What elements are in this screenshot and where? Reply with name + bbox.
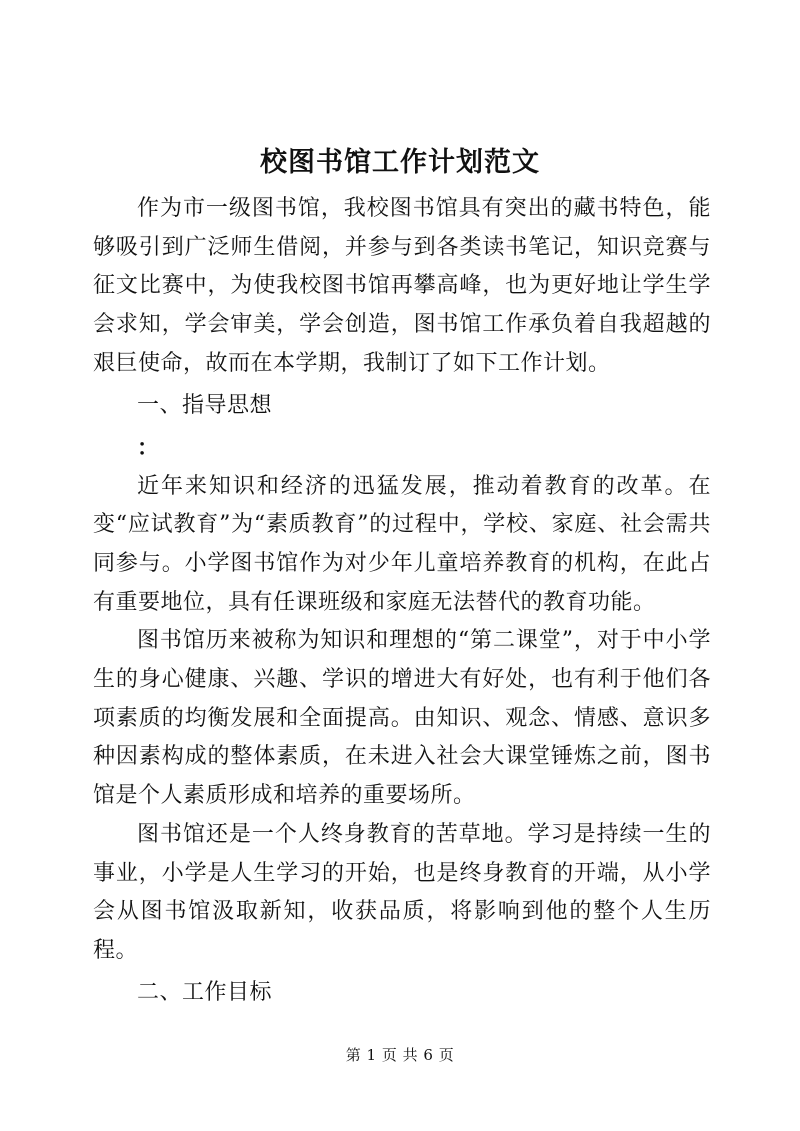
document-body [93, 190, 711, 1015]
body-paragraph-2: 图书馆历来被称为知识和理想的“第二课堂”，对于中小学生的身心健康、兴趣、学识的增进大有好处，也有利于他们各项素质的均衡发展和全面提高。由知识、观念、情感、意识多种因素构成的整体素质，在未进入社会大课堂锤炼之前，图书馆是个人素质形成和培养的重要场所。 [93, 628, 711, 809]
colon-line: ： [137, 434, 160, 461]
page-number-footer: 第 1 页 共 6 页 [345, 1046, 455, 1064]
intro-paragraph: 作为市一级图书馆，我校图书馆具有突出的藏书特色，能够吸引到广泛师生借阅，并参与到各类读书笔记，知识竞赛与征文比赛中，为使我校图书馆再攀高峰，也为更好地让学生学会求知，学会审美，学会创造，图书馆工作承负着自我超越的艰巨使命，故而在本学期，我制订了如下工作计划。 [93, 196, 711, 376]
body-paragraph-1: 近年来知识和经济的迅猛发展，推动着教育的改革。在变“应试教育”为“素质教育”的过程中，学校、家庭、社会需共同参与。小学图书馆作为对少年儿童培养教育的机构，在此占有重要地位，具有任课班级和家庭无法替代的教育功能。 [93, 473, 711, 615]
page-title: 校图书馆工作计划范文 [260, 147, 540, 178]
section-heading-work-goals: 二、工作目标 [137, 979, 273, 1005]
body-paragraph-3: 图书馆还是一个人终身教育的苦草地。学习是持续一生的事业，小学是人生学习的开始，也是终身教育的开端，从小学会从图书馆汲取新知，收获品质，将影响到他的整个人生历程。 [93, 821, 711, 963]
section-heading-guiding-ideology: 一、指导思想 [137, 392, 273, 418]
